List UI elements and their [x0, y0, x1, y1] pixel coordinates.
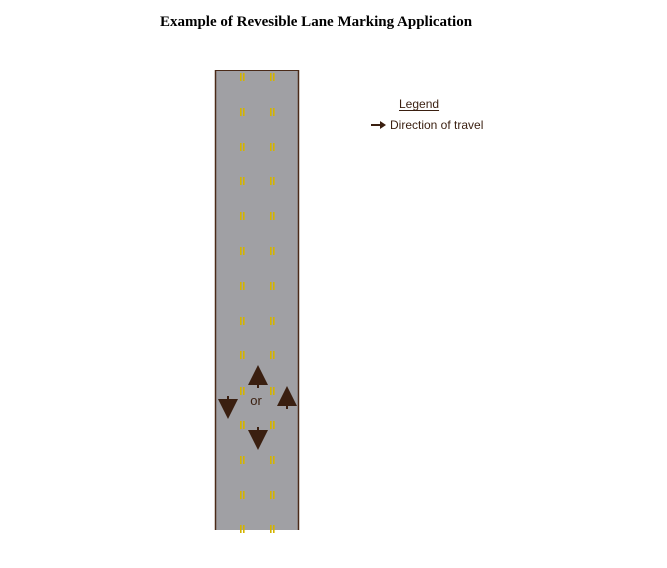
lane-marking-dash: [240, 387, 242, 395]
lane-marking-dash: [273, 387, 275, 395]
lane-marking-dash: [240, 73, 242, 81]
lane-marking-dash: [273, 108, 275, 116]
lane-marking-dash: [273, 351, 275, 359]
lane-marking-dash: [273, 456, 275, 464]
lane-marking-dash: [270, 73, 272, 81]
lane-marking-dash: [243, 456, 245, 464]
lane-marking-dash: [240, 491, 242, 499]
legend-item: [371, 118, 483, 132]
lane-marking-dash: [240, 282, 242, 290]
lane-marking-dash: [243, 247, 245, 255]
legend-title: Legend: [399, 97, 440, 111]
lane-marking-dash: [273, 212, 275, 220]
lane-marking-dash: [243, 177, 245, 185]
lane-marking-dash: [270, 387, 272, 395]
lane-marking-dash: [243, 491, 245, 499]
lane-marking-dash: [270, 351, 272, 359]
lane-marking-dash: [273, 525, 275, 533]
lane-marking-dash: [273, 143, 275, 151]
lane-marking-dash: [243, 282, 245, 290]
lane-marking-dash: [270, 491, 272, 499]
legend-item-label: Direction of travel: [390, 118, 484, 132]
lane-marking-dash: [243, 108, 245, 116]
lane-marking-dash: [240, 456, 242, 464]
lane-marking-dash: [240, 351, 242, 359]
lane-marking-dash: [270, 212, 272, 220]
lane-marking-dash: [273, 73, 275, 81]
lane-marking-dash: [243, 212, 245, 220]
lane-marking-dash: [273, 421, 275, 429]
lane-marking-dash: [243, 421, 245, 429]
diagram-title: Example of Revesible Lane Marking Application: [159, 14, 473, 30]
or-label: or: [250, 393, 262, 408]
lane-marking-dash: [273, 282, 275, 290]
lane-marking-dash: [273, 177, 275, 185]
lane-marking-dash: [240, 212, 242, 220]
lane-marking-dash: [240, 143, 242, 151]
lane-marking-dash: [240, 317, 242, 325]
lane-marking-dash: [270, 282, 272, 290]
lane-marking-dash: [240, 247, 242, 255]
lane-marking-dash: [243, 73, 245, 81]
arrow-right-icon: [371, 120, 387, 130]
lane-marking-dash: [240, 108, 242, 116]
lane-marking-dash: [270, 143, 272, 151]
lane-marking-dash: [270, 421, 272, 429]
lane-marking-dash: [270, 247, 272, 255]
lane-marking-dash: [243, 317, 245, 325]
road-surface: [215, 70, 299, 530]
lane-marking-dash: [270, 456, 272, 464]
lane-marking-dash: [273, 491, 275, 499]
lane-marking-dash: [240, 421, 242, 429]
lane-marking-dash: [243, 143, 245, 151]
lane-marking-dash: [270, 177, 272, 185]
lane-marking-dash: [273, 247, 275, 255]
lane-marking-dash: [243, 387, 245, 395]
lane-marking-dash: [270, 525, 272, 533]
lane-marking-dash: [270, 317, 272, 325]
lane-marking-dash: [270, 108, 272, 116]
lane-marking-dash: [240, 177, 242, 185]
lane-marking-dash: [243, 525, 245, 533]
lane-marking-dash: [273, 317, 275, 325]
lane-marking-dash: [243, 351, 245, 359]
lane-marking-dash: [240, 525, 242, 533]
